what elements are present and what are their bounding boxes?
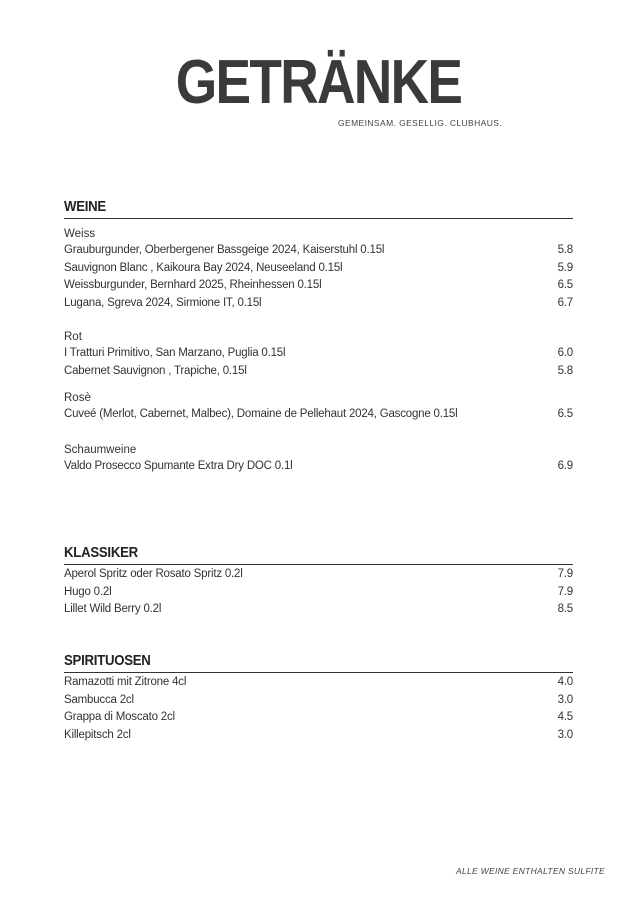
group-label-rot: Rot: [64, 331, 82, 343]
divider: [64, 564, 573, 565]
price: 7.9: [557, 585, 573, 598]
section-title: KLASSIKER: [64, 544, 138, 561]
price: 6.9: [557, 459, 573, 472]
section-weine: [64, 198, 573, 475]
menu-item: Lugana, Sgreva 2024, Sirmione IT, 0.15l 6.7: [64, 295, 573, 313]
price: 5.8: [557, 364, 573, 377]
menu-item: Cuveé (Merlot, Cabernet, Malbec), Domaine de Pellehaut 2024, Gascogne 0.15l 6.5: [64, 406, 573, 424]
group-label-schaumweine: Schaumweine: [64, 443, 137, 456]
menu-item: Cabernet Sauvignon , Trapiche, 0.15l 5.8: [64, 363, 573, 381]
menu-item: Hugo 0.2l 7.9: [64, 584, 573, 602]
menu-item: Grappa di Moscato 2cl 4.5: [64, 709, 573, 727]
price: 6.7: [557, 296, 573, 309]
menu-item: Ramazotti mit Zitrone 4cl 4.0: [64, 674, 573, 692]
divider: [64, 218, 573, 219]
menu-item: Lillet Wild Berry 0.2l 8.5: [64, 601, 573, 619]
section-title: WEINE: [64, 198, 106, 215]
price: 8.5: [557, 603, 573, 615]
price: 6.5: [557, 408, 573, 420]
menu-item: Aperol Spritz oder Rosato Spritz 0.2l 7.9: [64, 566, 573, 584]
price: 3.0: [557, 693, 573, 706]
group-label-rose: Rosè: [64, 392, 91, 404]
menu-item: Sambucca 2cl 3.0: [64, 692, 573, 710]
menu-item: Weissburgunder, Bernhard 2025, Rheinhessen 0.15l 6.5: [64, 277, 573, 295]
menu-subtitle: GEMEINSAM. GESELLIG. CLUBHAUS.: [338, 118, 503, 128]
price: 4.0: [557, 676, 573, 688]
price: 7.9: [557, 568, 573, 580]
menu-item: Killepitsch 2cl 3.0: [64, 727, 573, 745]
price: 6.0: [557, 347, 573, 359]
section-klassiker: [64, 544, 573, 619]
price: 5.9: [557, 261, 573, 274]
menu-item: I Tratturi Primitivo, San Marzano, Puglia 0.15l 6.0: [64, 345, 573, 363]
menu-title: GETRÄNKE: [175, 48, 462, 117]
group-label-weiss: Weiss: [64, 228, 96, 240]
divider: [64, 672, 573, 673]
section-title: SPIRITUOSEN: [64, 652, 151, 669]
price: 4.5: [557, 711, 573, 723]
sulfite-note: ALLE WEINE ENTHALTEN SULFITE: [456, 866, 605, 876]
price: 5.8: [557, 244, 573, 256]
menu-item: Sauvignon Blanc , Kaikoura Bay 2024, Neuseeland 0.15l 5.9: [64, 260, 573, 278]
menu-item: Grauburgunder, Oberbergener Bassgeige 2024, Kaiserstuhl 0.15l 5.8: [64, 242, 573, 260]
section-spirituosen: [64, 652, 573, 744]
price: 3.0: [557, 728, 573, 741]
menu-item: Valdo Prosecco Spumante Extra Dry DOC 0.1l 6.9: [64, 458, 573, 476]
price: 6.5: [557, 279, 573, 291]
